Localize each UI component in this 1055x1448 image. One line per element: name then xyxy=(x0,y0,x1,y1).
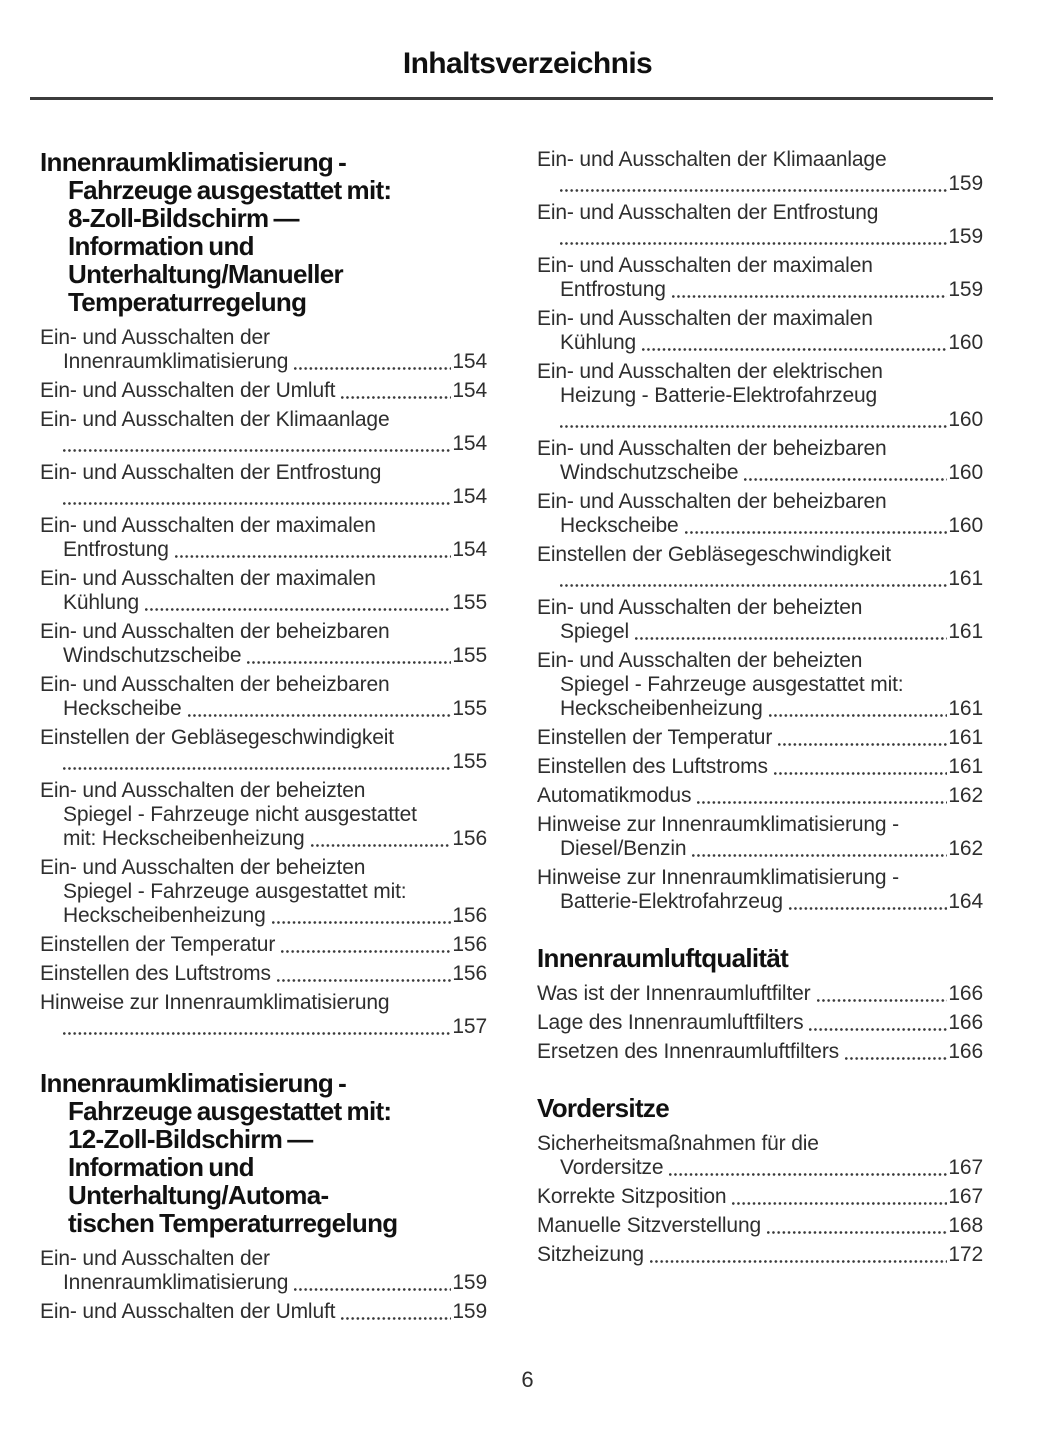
toc-entry xyxy=(40,567,487,615)
section-heading-line: Vordersitze xyxy=(537,1093,669,1123)
toc-entry-text: Kühlung xyxy=(63,591,140,614)
page-ref: 154 xyxy=(452,350,487,373)
dot-leader xyxy=(732,1202,947,1205)
page-ref: 168 xyxy=(948,1214,983,1237)
toc-entry-text: Ein- und Ausschalten der Umluft xyxy=(40,379,336,402)
dot-leader xyxy=(685,531,948,534)
toc-entry-text: Kühlung xyxy=(560,331,637,354)
toc-entry-leader-line xyxy=(40,591,487,615)
toc-entry-leader-line xyxy=(537,1185,983,1209)
toc-entry-line: Einstellen der Gebläsegeschwindigkeit xyxy=(40,726,394,749)
toc-entry-text: Heckscheibe xyxy=(560,514,679,537)
toc-entry xyxy=(537,307,983,355)
toc-entry-line: Hinweise zur Innenraumklimatisierung xyxy=(40,991,390,1014)
page-ref: 161 xyxy=(948,620,983,643)
dot-leader xyxy=(642,348,947,351)
toc-entry-line: Ein- und Ausschalten der beheizbaren xyxy=(40,673,390,696)
toc-entry-text: Einstellen des Luftstroms xyxy=(40,962,271,985)
page-ref: 154 xyxy=(452,485,487,508)
section-heading xyxy=(537,1094,983,1122)
toc-entry-text: Spiegel xyxy=(560,620,630,643)
toc-entry-line: Ein- und Ausschalten der beheizbaren xyxy=(537,437,887,460)
page-ref: 160 xyxy=(948,461,983,484)
page-ref: 159 xyxy=(948,278,983,301)
toc-entry xyxy=(40,962,487,986)
toc-entry xyxy=(40,461,487,509)
toc-entry-text: Heckscheibe xyxy=(63,697,182,720)
toc-entry-text: Diesel/Benzin xyxy=(560,837,687,860)
toc-entry-line: Ein- und Ausschalten der xyxy=(40,1247,270,1270)
toc-entry-leader-line xyxy=(537,755,983,779)
toc-entry-line: Ein- und Ausschalten der Entfrostung xyxy=(40,461,382,484)
dot-leader xyxy=(560,425,947,428)
toc-entry-text: Was ist der Innenraumluftfilter xyxy=(537,982,811,1005)
dot-leader xyxy=(294,367,451,370)
toc-entry-leader-line xyxy=(40,697,487,721)
toc-entry xyxy=(537,437,983,485)
page-ref: 157 xyxy=(452,1015,487,1038)
dot-leader xyxy=(277,979,452,982)
page-ref: 164 xyxy=(948,890,983,913)
dot-leader xyxy=(63,449,451,452)
toc-entry-leader-line xyxy=(537,1214,983,1238)
section-heading-line: Unterhaltung/Automa- xyxy=(68,1180,329,1210)
section-heading-line: 12-Zoll-Bildschirm — xyxy=(68,1124,313,1154)
toc-entry-leader-line xyxy=(537,982,983,1006)
toc-entry-line: Ein- und Ausschalten der Klimaanlage xyxy=(537,148,887,171)
toc-entry-text: Heckscheibenheizung xyxy=(560,697,763,720)
toc-entry-line: Ein- und Ausschalten der maximalen xyxy=(40,567,376,590)
page-ref: 156 xyxy=(452,962,487,985)
page-ref: 166 xyxy=(948,1040,983,1063)
toc-entry xyxy=(537,254,983,302)
toc-entry-text: Manuelle Sitzverstellung xyxy=(537,1214,762,1237)
toc-entry-leader-line xyxy=(537,225,983,249)
toc-entry xyxy=(40,379,487,403)
dot-leader xyxy=(744,478,947,481)
page-ref: 156 xyxy=(452,933,487,956)
dot-leader xyxy=(175,555,452,558)
toc-entry-leader-line xyxy=(40,962,487,986)
toc-entry xyxy=(537,1011,983,1035)
toc-entry-leader-line xyxy=(40,1015,487,1039)
dot-leader xyxy=(817,999,948,1002)
toc-entry xyxy=(40,933,487,957)
toc-entry-leader-line xyxy=(537,514,983,538)
toc-entry xyxy=(537,649,983,721)
toc-entry-line: Ein- und Ausschalten der xyxy=(40,326,270,349)
toc-entry xyxy=(537,596,983,644)
dot-leader xyxy=(767,1231,947,1234)
page-ref: 160 xyxy=(948,408,983,431)
toc-entry-text: Heckscheibenheizung xyxy=(63,904,266,927)
toc-entry-leader-line xyxy=(537,172,983,196)
toc-entry xyxy=(40,779,487,851)
page-ref: 159 xyxy=(452,1300,487,1323)
toc-entry-leader-line xyxy=(40,1300,487,1324)
dot-leader xyxy=(145,608,451,611)
section-heading-line: Information und xyxy=(68,1152,254,1182)
dot-leader xyxy=(650,1260,947,1263)
toc-entry xyxy=(40,408,487,456)
toc-entry-line: Spiegel - Fahrzeuge nicht ausgestattet xyxy=(63,803,417,826)
toc-entry-leader-line xyxy=(40,538,487,562)
toc-entry-leader-line xyxy=(537,784,983,808)
toc-entry-line: Hinweise zur Innenraumklimatisierung - xyxy=(537,813,899,836)
toc-entry-text: Innenraumklimatisierung xyxy=(63,350,289,373)
toc-entry xyxy=(40,1247,487,1295)
page-ref: 160 xyxy=(948,514,983,537)
toc-entry-text: Windschutzscheibe xyxy=(63,644,242,667)
toc-entry-text: Windschutzscheibe xyxy=(560,461,739,484)
toc-entry xyxy=(537,490,983,538)
title-divider xyxy=(30,97,993,100)
toc-entry-leader-line xyxy=(537,620,983,644)
toc-entry-line: Ein- und Ausschalten der maximalen xyxy=(537,254,873,277)
toc-entry-leader-line xyxy=(537,1243,983,1267)
toc-entry-line: Ein- und Ausschalten der Entfrostung xyxy=(537,201,879,224)
page-ref: 166 xyxy=(948,982,983,1005)
page-ref: 161 xyxy=(948,755,983,778)
page-ref: 162 xyxy=(948,784,983,807)
dot-leader xyxy=(341,396,451,399)
toc-entry-leader-line xyxy=(537,567,983,591)
page-ref: 161 xyxy=(948,567,983,590)
dot-leader xyxy=(635,637,947,640)
dot-leader xyxy=(697,801,947,804)
toc-entry-leader-line xyxy=(40,904,487,928)
page-ref: 159 xyxy=(948,225,983,248)
page-ref: 167 xyxy=(948,1185,983,1208)
toc-entry-line: Ein- und Ausschalten der maximalen xyxy=(537,307,873,330)
toc-entry xyxy=(40,856,487,928)
toc-entry xyxy=(40,514,487,562)
dot-leader xyxy=(560,189,947,192)
toc-entry-line: Heizung - Batterie-Elektrofahrzeug xyxy=(560,384,878,407)
page-ref: 156 xyxy=(452,827,487,850)
toc-entry-leader-line xyxy=(40,644,487,668)
toc-entry-line: Ein- und Ausschalten der elektrischen xyxy=(537,360,883,383)
toc-entry xyxy=(537,726,983,750)
section-heading-line: 8-Zoll-Bildschirm — xyxy=(68,203,299,233)
dot-leader xyxy=(778,743,947,746)
toc-entry xyxy=(537,755,983,779)
dot-leader xyxy=(669,1173,947,1176)
toc-entry-leader-line xyxy=(537,408,983,432)
page-ref: 155 xyxy=(452,644,487,667)
toc-entry-text: Automatikmodus xyxy=(537,784,692,807)
toc-entry-leader-line xyxy=(40,485,487,509)
dot-leader xyxy=(809,1028,947,1031)
section-heading-line: Innenraumklimatisierung - xyxy=(40,147,347,177)
dot-leader xyxy=(672,295,948,298)
toc-entry-text: Einstellen des Luftstroms xyxy=(537,755,768,778)
page-ref: 167 xyxy=(948,1156,983,1179)
dot-leader xyxy=(272,921,452,924)
toc-entry-leader-line xyxy=(40,379,487,403)
toc-entry xyxy=(537,543,983,591)
toc-entry-text: Innenraumklimatisierung xyxy=(63,1271,289,1294)
toc-entry xyxy=(40,991,487,1039)
toc-entry xyxy=(40,1300,487,1324)
section-heading-line: tischen Temperaturregelung xyxy=(68,1208,398,1238)
toc-entry-leader-line xyxy=(40,350,487,374)
section-heading-line: Innenraumluftqualität xyxy=(537,943,789,973)
toc-entry-text: Lage des Innenraumluftfilters xyxy=(537,1011,804,1034)
toc-entry-text: Ersetzen des Innenraumluftfilters xyxy=(537,1040,840,1063)
toc-entry xyxy=(537,201,983,249)
toc-entry-line: Ein- und Ausschalten der beheizbaren xyxy=(537,490,887,513)
toc-entry-text: Ein- und Ausschalten der Umluft xyxy=(40,1300,336,1323)
page-ref: 155 xyxy=(452,591,487,614)
dot-leader xyxy=(845,1057,947,1060)
toc-entry-text: Sitzheizung xyxy=(537,1243,644,1266)
section-heading-line: Fahrzeuge ausgestattet mit: xyxy=(68,175,392,205)
section-heading-line: Information und xyxy=(68,231,254,261)
dot-leader xyxy=(560,242,947,245)
toc-entry xyxy=(537,813,983,861)
toc-entry xyxy=(537,1214,983,1238)
toc-entry xyxy=(537,1040,983,1064)
toc-entry-leader-line xyxy=(40,933,487,957)
section-heading xyxy=(40,1069,487,1237)
page-ref: 161 xyxy=(948,697,983,720)
dot-leader xyxy=(63,502,451,505)
toc-entry-line: Ein- und Ausschalten der Klimaanlage xyxy=(40,408,390,431)
toc-entry-leader-line xyxy=(537,461,983,485)
toc-entry-text: Einstellen der Temperatur xyxy=(40,933,276,956)
toc-entry xyxy=(537,360,983,432)
toc-entry-line: Ein- und Ausschalten der beheizbaren xyxy=(40,620,390,643)
toc-entry-leader-line xyxy=(537,331,983,355)
toc-entry-line: Ein- und Ausschalten der beheizten xyxy=(537,649,863,672)
dot-leader xyxy=(341,1317,451,1320)
page-ref: 155 xyxy=(452,750,487,773)
page-ref: 166 xyxy=(948,1011,983,1034)
page-ref: 161 xyxy=(948,726,983,749)
page-number: 6 xyxy=(521,1367,534,1392)
toc-entry-text: Entfrostung xyxy=(63,538,169,561)
toc-entry-leader-line xyxy=(40,432,487,456)
dot-leader xyxy=(774,772,948,775)
dot-leader xyxy=(769,714,948,717)
page-ref: 159 xyxy=(948,172,983,195)
page-ref: 156 xyxy=(452,904,487,927)
toc-entry-leader-line xyxy=(537,1040,983,1064)
page-ref: 154 xyxy=(452,379,487,402)
toc-entry-line: Sicherheitsmaßnahmen für die xyxy=(537,1132,819,1155)
section-heading-line: Fahrzeuge ausgestattet mit: xyxy=(68,1096,392,1126)
toc-entry-text: Einstellen der Temperatur xyxy=(537,726,773,749)
toc-entry xyxy=(537,866,983,914)
toc-entry-leader-line xyxy=(40,827,487,851)
toc-entry-line: Spiegel - Fahrzeuge ausgestattet mit: xyxy=(560,673,904,696)
toc-entry-leader-line xyxy=(537,1156,983,1180)
toc-entry xyxy=(537,148,983,196)
dot-leader xyxy=(311,844,452,847)
toc-entry-line: Hinweise zur Innenraumklimatisierung - xyxy=(537,866,899,889)
page-ref: 172 xyxy=(948,1243,983,1266)
toc-entry xyxy=(537,1132,983,1180)
toc-entry-text: Korrekte Sitzposition xyxy=(537,1185,727,1208)
page-ref: 159 xyxy=(452,1271,487,1294)
dot-leader xyxy=(789,907,948,910)
toc-entry xyxy=(537,982,983,1006)
toc-entry-leader-line xyxy=(537,1011,983,1035)
dot-leader xyxy=(63,767,451,770)
toc-entry-line: Ein- und Ausschalten der beheizten xyxy=(40,856,366,879)
section-heading-line: Unterhaltung/Manueller xyxy=(68,259,343,289)
toc-entry-leader-line xyxy=(40,1271,487,1295)
page-ref: 160 xyxy=(948,331,983,354)
toc-entry-text: Vordersitze xyxy=(560,1156,664,1179)
section-heading-line: Innenraumklimatisierung - xyxy=(40,1068,347,1098)
toc-entry-line: Spiegel - Fahrzeuge ausgestattet mit: xyxy=(63,880,407,903)
page-ref: 154 xyxy=(452,538,487,561)
toc-entry-leader-line xyxy=(537,278,983,302)
page-title: Inhaltsverzeichnis xyxy=(402,47,653,80)
toc-entry-leader-line xyxy=(537,726,983,750)
dot-leader xyxy=(247,661,451,664)
toc-column-right xyxy=(537,148,983,1272)
toc-entry xyxy=(40,673,487,721)
section-heading xyxy=(40,148,487,316)
toc-entry xyxy=(537,1243,983,1267)
toc-entry-line: Ein- und Ausschalten der beheizten xyxy=(537,596,863,619)
toc-entry-line: Ein- und Ausschalten der maximalen xyxy=(40,514,376,537)
page-ref: 162 xyxy=(948,837,983,860)
page-ref: 154 xyxy=(452,432,487,455)
toc-entry-line: Einstellen der Gebläsegeschwindigkeit xyxy=(537,543,891,566)
toc-entry xyxy=(40,726,487,774)
toc-entry xyxy=(537,784,983,808)
toc-entry-leader-line xyxy=(40,750,487,774)
toc-entry xyxy=(40,326,487,374)
toc-entry-leader-line xyxy=(537,697,983,721)
section-heading xyxy=(537,944,983,972)
dot-leader xyxy=(188,714,452,717)
dot-leader xyxy=(560,584,947,587)
toc-entry-text: mit: Heckscheibenheizung xyxy=(63,827,305,850)
page-ref: 155 xyxy=(452,697,487,720)
toc-entry-text: Batterie-Elektrofahrzeug xyxy=(560,890,783,913)
toc-entry-leader-line xyxy=(537,890,983,914)
toc-entry xyxy=(537,1185,983,1209)
dot-leader xyxy=(294,1288,451,1291)
toc-entry-leader-line xyxy=(537,837,983,861)
toc-entry-text: Entfrostung xyxy=(560,278,666,301)
dot-leader xyxy=(281,950,451,953)
section-heading-line: Temperaturregelung xyxy=(68,287,307,317)
dot-leader xyxy=(692,854,947,857)
toc-entry xyxy=(40,620,487,668)
toc-entry-line: Ein- und Ausschalten der beheizten xyxy=(40,779,366,802)
toc-column-left xyxy=(40,148,487,1329)
dot-leader xyxy=(63,1032,451,1035)
